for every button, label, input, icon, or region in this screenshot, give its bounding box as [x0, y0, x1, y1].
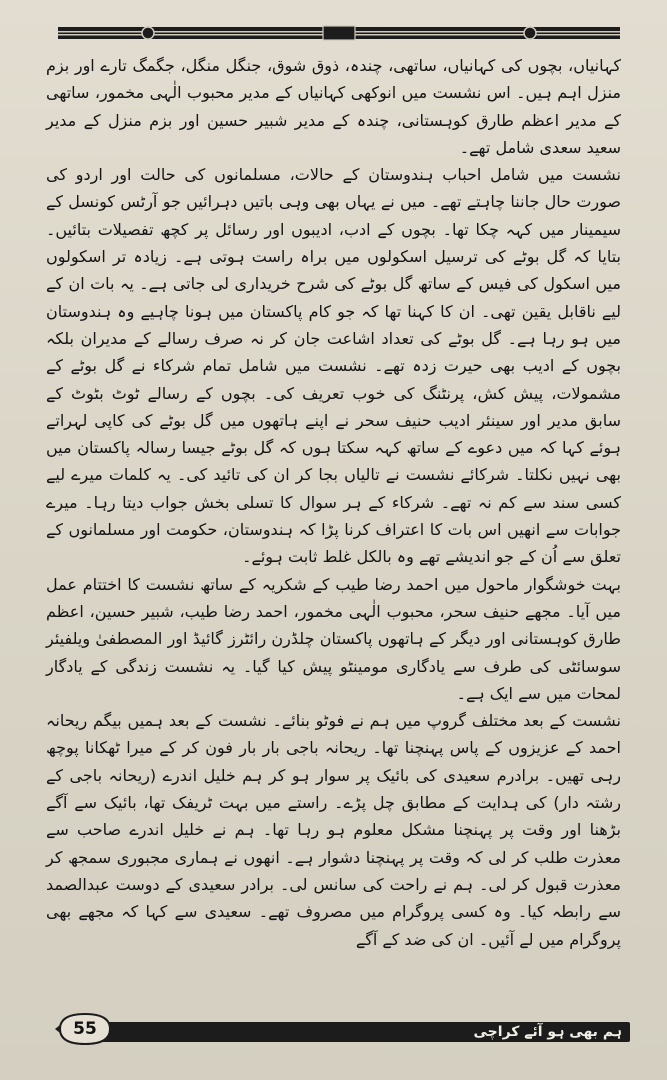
footer-title-bar [98, 1022, 630, 1042]
paragraph: نشست کے بعد مختلف گروپ میں ہم نے فوٹو بنائے۔ نشست کے بعد ہمیں بیگم ریحانہ احمد کے عزیزوں کے پاس پہنچنا تھا۔ ریحانہ باجی بار بار فون کر کے میرا ٹھکانا پوچھ رہی تھیں۔ برادرم سعیدی کی بائیک پر سوار ہو کر ہم خلیل اندرے (ریحانہ باجی کے رشتہ دار) کی ہدایت کے مطابق چل پڑے۔ راستے میں بہت ٹریفک تھا، بائیک سے آگے بڑھنا اور وقت پر پہنچنا مشکل معلوم ہو رہا تھا۔ ہم نے خلیل اندرے صاحب سے معذرت طلب کر لی کہ وقت پر پہنچنا دشوار ہے۔ انھوں نے ہماری مجبوری سمجھ کر معذرت قبول کر لی۔ ہم نے راحت کی سانس لی۔ برادر سعیدی کے دوست عبدالصمد سے رابطہ کیا۔ وہ کسی پروگرام میں مصروف تھے۔ سعیدی سے کہا کہ مجھے بھی پروگرام میں لے آئیں۔ ان کی ضد کے آگے [46, 711, 621, 949]
page-number-badge [54, 1010, 116, 1048]
paragraph: بہت خوشگوار ماحول میں احمد رضا طیب کے شکریہ کے ساتھ نشست کا اختتام عمل میں آیا۔ مجھے حنیف سحر، محبوب الٰہی مخمور، احمد رضا طیب، شبیر حسین، اعظم طارق کوہستانی اور دیگر کے ہاتھوں پاکستان چلڈرن رائٹرز گائیڈ اور المصطفیٰ ویلفیئر سوسائٹی کی طرف سے یادگاری مومینٹو پیش کیا گیا۔ یہ نشست زندگی کے یادگار لمحات میں سے ایک ہے۔ [46, 574, 621, 703]
paragraph: کہانیاں، بچوں کی کہانیاں، ساتھی، چندہ، ذوق شوق، جنگل منگل، جگمگ تارے اور بزم منزل اہم ہیں۔ اس نشست میں انوکھی کہانیاں کے مدیر محبوب الٰہی مخمور، ساتھی کے مدیر اعظم طارق کوہستانی، چندہ کے مدیر شبیر حسین اور بزم منزل کے مدیر سعید سعدی شامل تھے۔ [46, 56, 621, 157]
page-number: 55 [73, 1019, 97, 1039]
paragraph: نشست میں شامل احباب ہندوستان کے حالات، مسلمانوں کی حالت اور اردو کی صورت حال جاننا چاہتے تھے۔ میں نے یہاں بھی وہی باتیں دہرائیں جو آرٹس کونسل کے سیمینار میں کہہ چکا تھا۔ بچوں کے ادب، ادیبوں اور رسائل پر کچھ تفصیلات بتائیں۔ بتایا کہ گل بوٹے کی ترسیل اسکولوں میں براہ راست ہوتی ہے۔ زیادہ تر اسکولوں میں اسکول کی فیس کے ساتھ گل بوٹے کی شرح خریداری لی جاتی ہے۔ یہ بات ان کے لیے ناقابل یقین تھی۔ ان کا کہنا تھا کہ جو کام پاکستان میں ہونا چاہیے وہ ہندوستان میں ہو رہا ہے۔ گل بوٹے کی تعداد اشاعت جان کر نہ صرف رسالے کے مدیران بلکہ بچوں کے ادیب بھی حیرت زدہ تھے۔ نشست میں شامل تمام شرکاء نے گل بوٹے کے مشمولات، پیش کش، پرنٹنگ کی خوب تعریف کی۔ بچوں کے رسالے ٹوٹ بٹوٹ کے سابق مدیر اور سینئر ادیب حنیف سحر نے اپنے ہاتھوں میں گل بوٹے کی کاپی لہراتے ہوئے کہا کہ میں دعوے کے ساتھ کہہ سکتا ہوں کہ گل بوٹے جیسا رسالہ پاکستان میں بھی نہیں نکلتا۔ شرکائے نشست نے تالیاں بجا کر ان کی تائید کی۔ یہ کلمات میرے لیے کسی سند سے کم نہ تھے۔ شرکاء کے ہر سوال کا تسلی بخش جواب دیتا رہا۔ میرے جوابات سے انھیں اس بات کا اعتراف کرنا پڑا کہ ہندوستان، حکومت اور مسلمانوں کے تعلق سے اُن کے جو اندیشے تھے وہ بالکل غلط ثابت ہوئے۔ [46, 165, 621, 567]
page-footer [40, 1010, 630, 1048]
running-title: ہم بھی ہو آئے کراچی [473, 1024, 622, 1040]
header-ornament-rule [58, 24, 620, 42]
article-body [46, 52, 621, 1010]
